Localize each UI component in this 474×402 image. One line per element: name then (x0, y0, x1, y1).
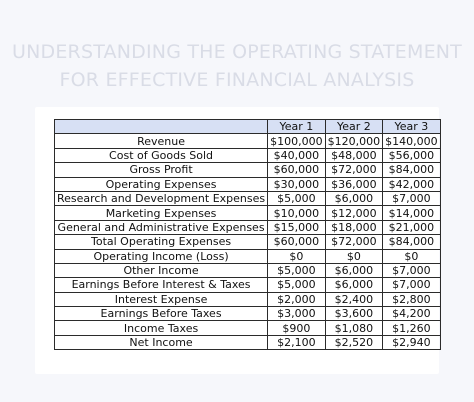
row-label: General and Administrative Expenses (55, 220, 268, 234)
value-year-1: $5,000 (268, 263, 326, 277)
row-label: Gross Profit (55, 163, 268, 177)
table-row (55, 292, 441, 306)
row-label: Marketing Expenses (55, 206, 268, 220)
table-row (55, 148, 441, 162)
value-year-3: $42,000 (383, 177, 441, 191)
value-year-3: $84,000 (383, 163, 441, 177)
value-year-1: $60,000 (268, 235, 326, 249)
value-year-2: $72,000 (325, 235, 383, 249)
value-year-3: $4,200 (383, 307, 441, 321)
table-row (55, 249, 441, 263)
page-title (0, 38, 474, 94)
value-year-1: $15,000 (268, 220, 326, 234)
value-year-2: $2,520 (325, 335, 383, 349)
title-line-1: UNDERSTANDING THE OPERATING STATEMENT (11, 41, 462, 63)
value-year-1: $2,000 (268, 292, 326, 306)
value-year-2: $36,000 (325, 177, 383, 191)
value-year-2: $18,000 (325, 220, 383, 234)
table-row (55, 134, 441, 148)
value-year-1: $2,100 (268, 335, 326, 349)
value-year-2: $0 (325, 249, 383, 263)
value-year-2: $72,000 (325, 163, 383, 177)
value-year-3: $21,000 (383, 220, 441, 234)
value-year-3: $14,000 (383, 206, 441, 220)
title-line-2: FOR EFFECTIVE FINANCIAL ANALYSIS (59, 69, 415, 91)
row-label: Research and Development Expenses (55, 191, 268, 205)
row-label: Operating Expenses (55, 177, 268, 191)
header-label-cell (55, 120, 268, 134)
row-label: Operating Income (Loss) (55, 249, 268, 263)
value-year-2: $6,000 (325, 263, 383, 277)
value-year-3: $7,000 (383, 263, 441, 277)
table-row (55, 278, 441, 292)
value-year-3: $1,260 (383, 321, 441, 335)
table-row (55, 177, 441, 191)
row-label: Earnings Before Interest & Taxes (55, 278, 268, 292)
value-year-1: $40,000 (268, 148, 326, 162)
table-row (55, 307, 441, 321)
operating-statement-table (54, 119, 441, 350)
value-year-1: $0 (268, 249, 326, 263)
value-year-1: $60,000 (268, 163, 326, 177)
value-year-1: $3,000 (268, 307, 326, 321)
header-year-1: Year 1 (268, 120, 326, 134)
value-year-1: $5,000 (268, 191, 326, 205)
value-year-1: $30,000 (268, 177, 326, 191)
row-label: Earnings Before Taxes (55, 307, 268, 321)
table-row (55, 321, 441, 335)
value-year-3: $2,800 (383, 292, 441, 306)
value-year-1: $100,000 (268, 134, 326, 148)
value-year-2: $6,000 (325, 278, 383, 292)
table-row (55, 263, 441, 277)
value-year-3: $7,000 (383, 191, 441, 205)
row-label: Total Operating Expenses (55, 235, 268, 249)
row-label: Cost of Goods Sold (55, 148, 268, 162)
row-label: Income Taxes (55, 321, 268, 335)
value-year-3: $7,000 (383, 278, 441, 292)
table-row (55, 191, 441, 205)
value-year-3: $56,000 (383, 148, 441, 162)
value-year-2: $12,000 (325, 206, 383, 220)
table-row (55, 220, 441, 234)
value-year-2: $3,600 (325, 307, 383, 321)
row-label: Revenue (55, 134, 268, 148)
table-row (55, 335, 441, 349)
value-year-1: $900 (268, 321, 326, 335)
value-year-3: $84,000 (383, 235, 441, 249)
table-row (55, 206, 441, 220)
value-year-1: $10,000 (268, 206, 326, 220)
value-year-3: $0 (383, 249, 441, 263)
value-year-2: $48,000 (325, 148, 383, 162)
value-year-2: $6,000 (325, 191, 383, 205)
value-year-1: $5,000 (268, 278, 326, 292)
value-year-3: $140,000 (383, 134, 441, 148)
value-year-3: $2,940 (383, 335, 441, 349)
table-row (55, 163, 441, 177)
value-year-2: $1,080 (325, 321, 383, 335)
row-label: Net Income (55, 335, 268, 349)
row-label: Other Income (55, 263, 268, 277)
row-label: Interest Expense (55, 292, 268, 306)
value-year-2: $2,400 (325, 292, 383, 306)
value-year-2: $120,000 (325, 134, 383, 148)
header-year-3: Year 3 (383, 120, 441, 134)
table-row (55, 235, 441, 249)
table-header-row (55, 120, 441, 134)
header-year-2: Year 2 (325, 120, 383, 134)
